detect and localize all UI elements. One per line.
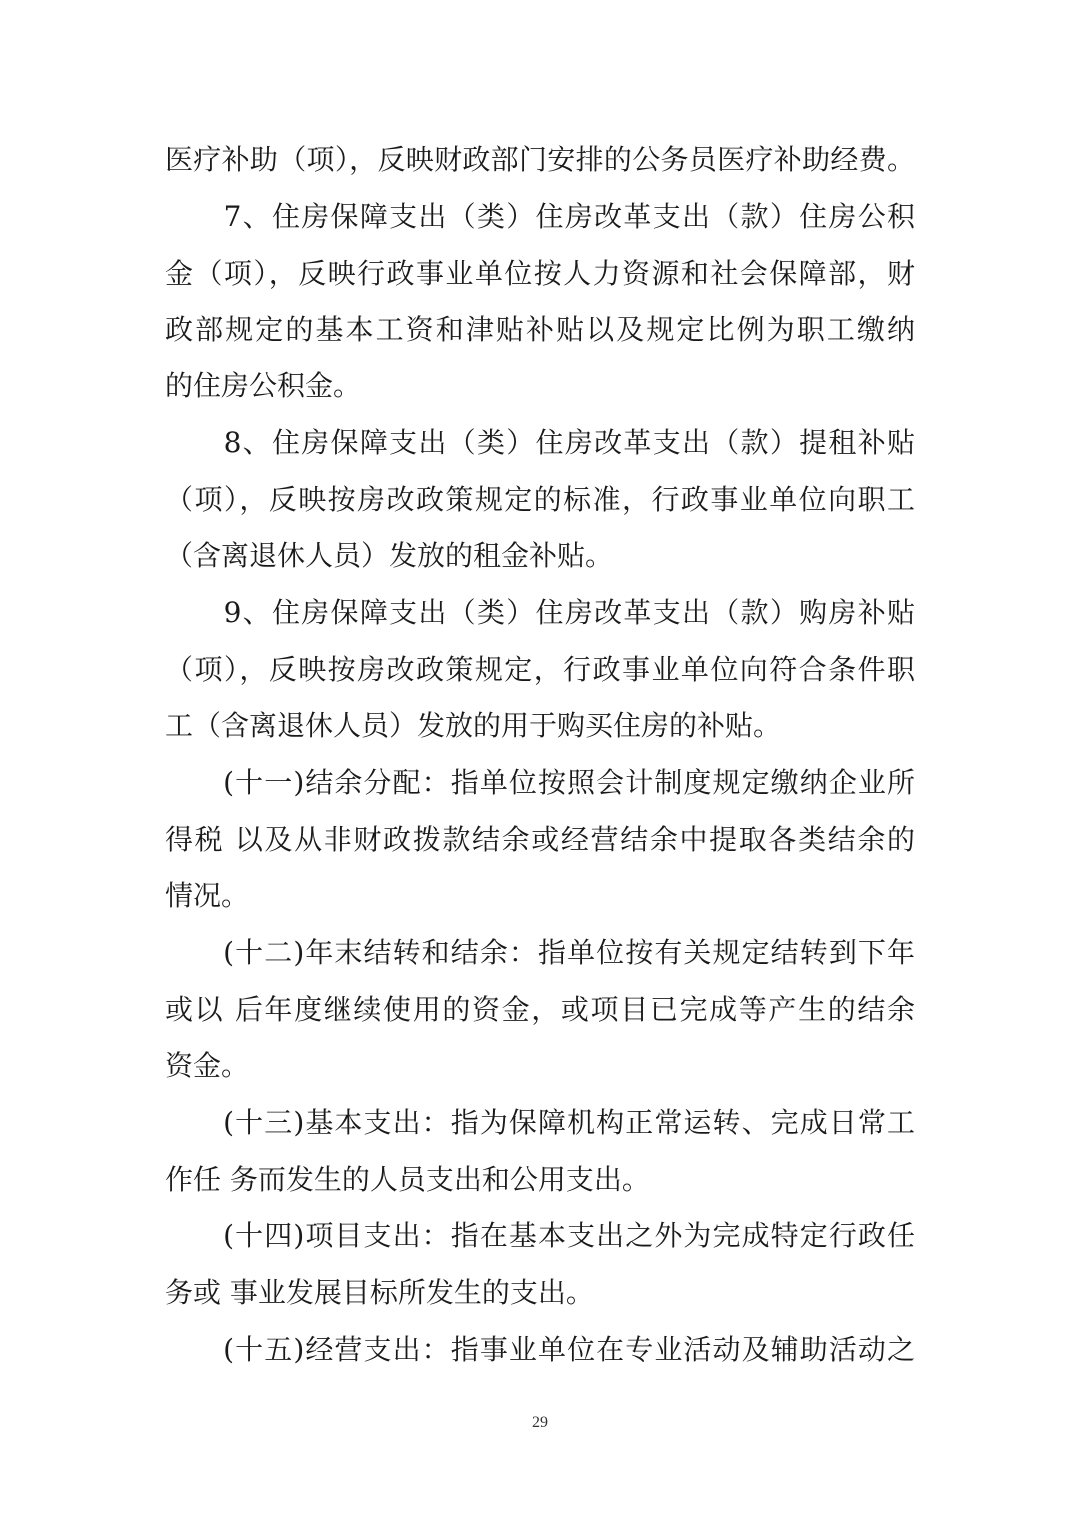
text-line: 作任 务而发生的人员支出和公用支出。 bbox=[165, 1163, 650, 1196]
text-line: 工（含离退休人员）发放的用于购买住房的补贴。 bbox=[165, 709, 782, 742]
text-line: 金（项），反映行政事业单位按人力资源和社会保障部，财 bbox=[165, 257, 915, 290]
text-line: 9、住房保障支出（类）住房改革支出（款）购房补贴 bbox=[165, 596, 915, 629]
page-number: 29 bbox=[532, 1414, 548, 1431]
text-line: (十三)基本支出：指为保障机构正常运转、完成日常工 bbox=[165, 1106, 915, 1139]
text-line: 医疗补助（项），反映财政部门安排的公务员医疗补助经费。 bbox=[165, 143, 915, 176]
text-line: （项），反映按房改政策规定，行政事业单位向符合条件职 bbox=[165, 653, 915, 686]
text-line: 8、住房保障支出（类）住房改革支出（款）提租补贴 bbox=[165, 426, 915, 459]
text-line: (十五)经营支出：指事业单位在专业活动及辅助活动之 bbox=[165, 1333, 915, 1366]
text-line: 7、住房保障支出（类）住房改革支出（款）住房公积 bbox=[165, 200, 915, 233]
text-line: 情况。 bbox=[165, 879, 250, 912]
text-line: 务或 事业发展目标所发生的支出。 bbox=[165, 1276, 594, 1309]
text-line: (十一)结余分配：指单位按照会计制度规定缴纳企业所 bbox=[165, 766, 915, 799]
text-line: 或以 后年度继续使用的资金，或项目已完成等产生的结余 bbox=[165, 993, 915, 1026]
text-line: 政部规定的基本工资和津贴补贴以及规定比例为职工缴纳 bbox=[165, 313, 915, 346]
text-line: 资金。 bbox=[165, 1049, 250, 1082]
text-line: 的住房公积金。 bbox=[165, 369, 362, 402]
text-line: (十二)年末结转和结余：指单位按有关规定结转到下年 bbox=[165, 936, 915, 969]
text-line: （含离退休人员）发放的租金补贴。 bbox=[165, 539, 614, 572]
text-line: （项），反映按房改政策规定的标准，行政事业单位向职工 bbox=[165, 483, 915, 516]
text-line: (十四)项目支出：指在基本支出之外为完成特定行政任 bbox=[165, 1219, 915, 1252]
text-line: 得税 以及从非财政拨款结余或经营结余中提取各类结余的 bbox=[165, 823, 915, 856]
